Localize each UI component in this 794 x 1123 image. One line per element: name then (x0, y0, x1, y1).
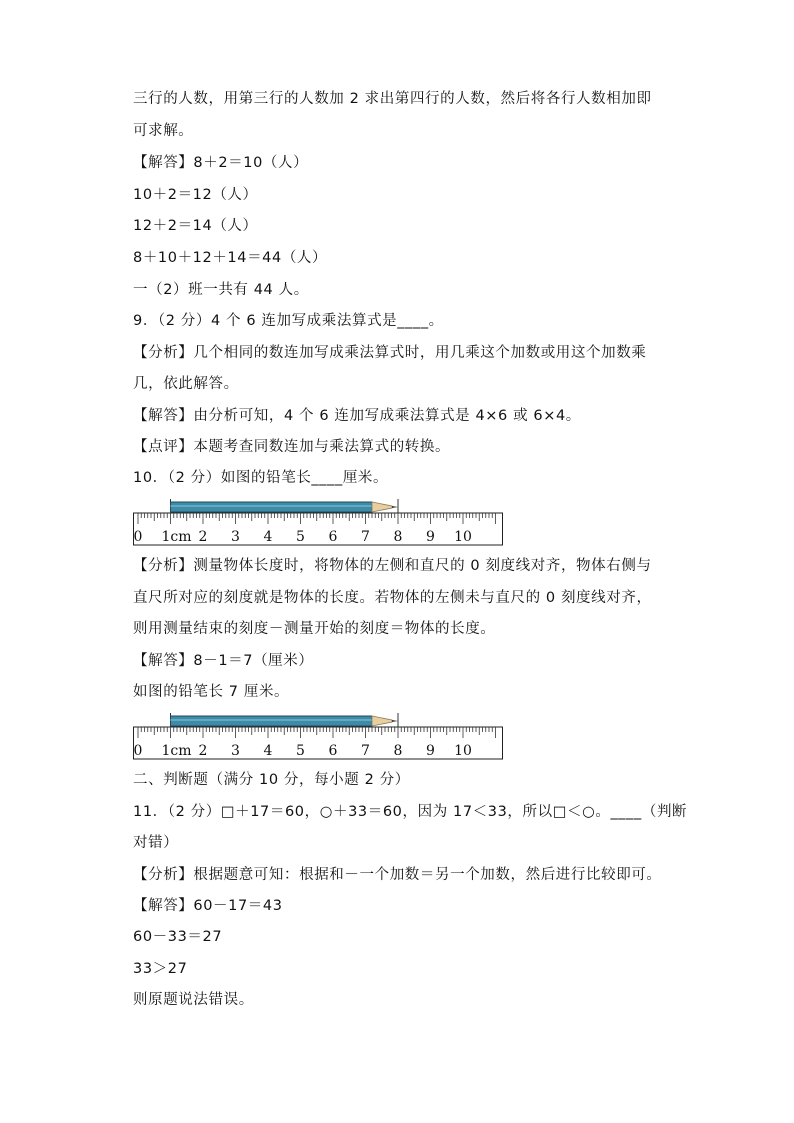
text-line: 三行的人数，用第三行的人数加 2 求出第四行的人数，然后将各行人数相加即 (133, 91, 652, 107)
equation-line: 33＞27 (133, 961, 188, 977)
analysis-line: 则用测量结束的刻度－测量开始的刻度＝物体的长度。 (133, 621, 496, 637)
answer-line: 【解答】8－1＝7（厘米） (133, 653, 314, 669)
ruler-label: 0 (133, 529, 143, 545)
question-10: 10．（2 分）如图的铅笔长____厘米。 (133, 470, 389, 486)
pencil-lead-tip (392, 506, 398, 508)
ruler-label: 9 (426, 743, 435, 759)
conclusion-line: 则原题说法错误。 (133, 992, 254, 1008)
equation-line: 8＋10＋12＋14＝44（人） (133, 250, 328, 266)
ruler-label: 6 (328, 529, 338, 545)
pencil-lead-tip (392, 720, 398, 722)
ruler-label: 4 (263, 743, 273, 759)
ruler-label: 6 (328, 743, 338, 759)
analysis-line: 【分析】几个相同的数连加写成乘法算式时，用几乘这个加数或用这个加数乘 (133, 345, 647, 361)
ruler-label: 1cm (161, 529, 192, 545)
text-line: 可求解。 (133, 123, 194, 139)
ruler-label: 8 (393, 743, 403, 759)
ruler-label: 10 (454, 743, 472, 759)
answer-line: 【解答】由分析可知，4 个 6 连加写成乘法算式是 4×6 或 6×4。 (133, 408, 581, 424)
answer-line: 【解答】60－17＝43 (133, 898, 283, 914)
ruler-label: 9 (426, 529, 435, 545)
equation-line: 60－33＝27 (133, 929, 223, 945)
ruler-with-pencil (133, 709, 505, 761)
question-11: 11．（2 分）□＋17＝60，○＋33＝60，因为 17＜33，所以□＜○。____（判断 (133, 804, 688, 820)
ruler-label: 7 (361, 529, 370, 545)
equation-line: 10＋2＝12（人） (133, 187, 258, 203)
ruler-label: 3 (231, 743, 240, 759)
ruler-label: 8 (393, 529, 403, 545)
ruler-label: 10 (454, 529, 472, 545)
conclusion-line: 如图的铅笔长 7 厘米。 (133, 684, 290, 700)
ruler-with-pencil (133, 495, 505, 547)
ruler-label: 4 (263, 529, 273, 545)
answer-line: 【解答】8＋2＝10（人） (133, 155, 309, 171)
analysis-line: 几，依此解答。 (133, 376, 239, 392)
ruler-label: 2 (198, 743, 208, 759)
conclusion-line: 一（2）班一共有 44 人。 (133, 282, 309, 298)
pencil-wood-tip (372, 716, 392, 726)
comment-line: 【点评】本题考查同数连加与乘法算式的转换。 (133, 439, 451, 455)
ruler-figure-answer (133, 709, 505, 765)
ruler-label: 7 (361, 743, 370, 759)
ruler-label: 1cm (161, 743, 192, 759)
ruler-figure-question (133, 495, 505, 551)
analysis-line: 直尺所对应的刻度就是物体的长度。若物体的左侧未与直尺的 0 刻度线对齐， (133, 590, 652, 606)
pencil-body (171, 502, 373, 512)
pencil-wood-tip (372, 502, 392, 512)
question-11-cont: 对错） (133, 835, 179, 851)
pencil-body (171, 716, 373, 726)
analysis-line: 【分析】测量物体长度时，将物体的左侧和直尺的 0 刻度线对齐，物体右侧与 (133, 558, 652, 574)
ruler-label: 3 (231, 529, 240, 545)
question-9: 9．（2 分）4 个 6 连加写成乘法算式是____。 (133, 313, 444, 329)
equation-line: 12＋2＝14（人） (133, 218, 258, 234)
section-heading: 二、判断题（满分 10 分，每小题 2 分） (133, 772, 410, 788)
ruler-label: 0 (133, 743, 143, 759)
ruler-label: 5 (296, 743, 305, 759)
analysis-line: 【分析】根据题意可知：根据和－一个加数＝另一个加数，然后进行比较即可。 (133, 867, 662, 883)
ruler-label: 5 (296, 529, 305, 545)
ruler-label: 2 (198, 529, 208, 545)
